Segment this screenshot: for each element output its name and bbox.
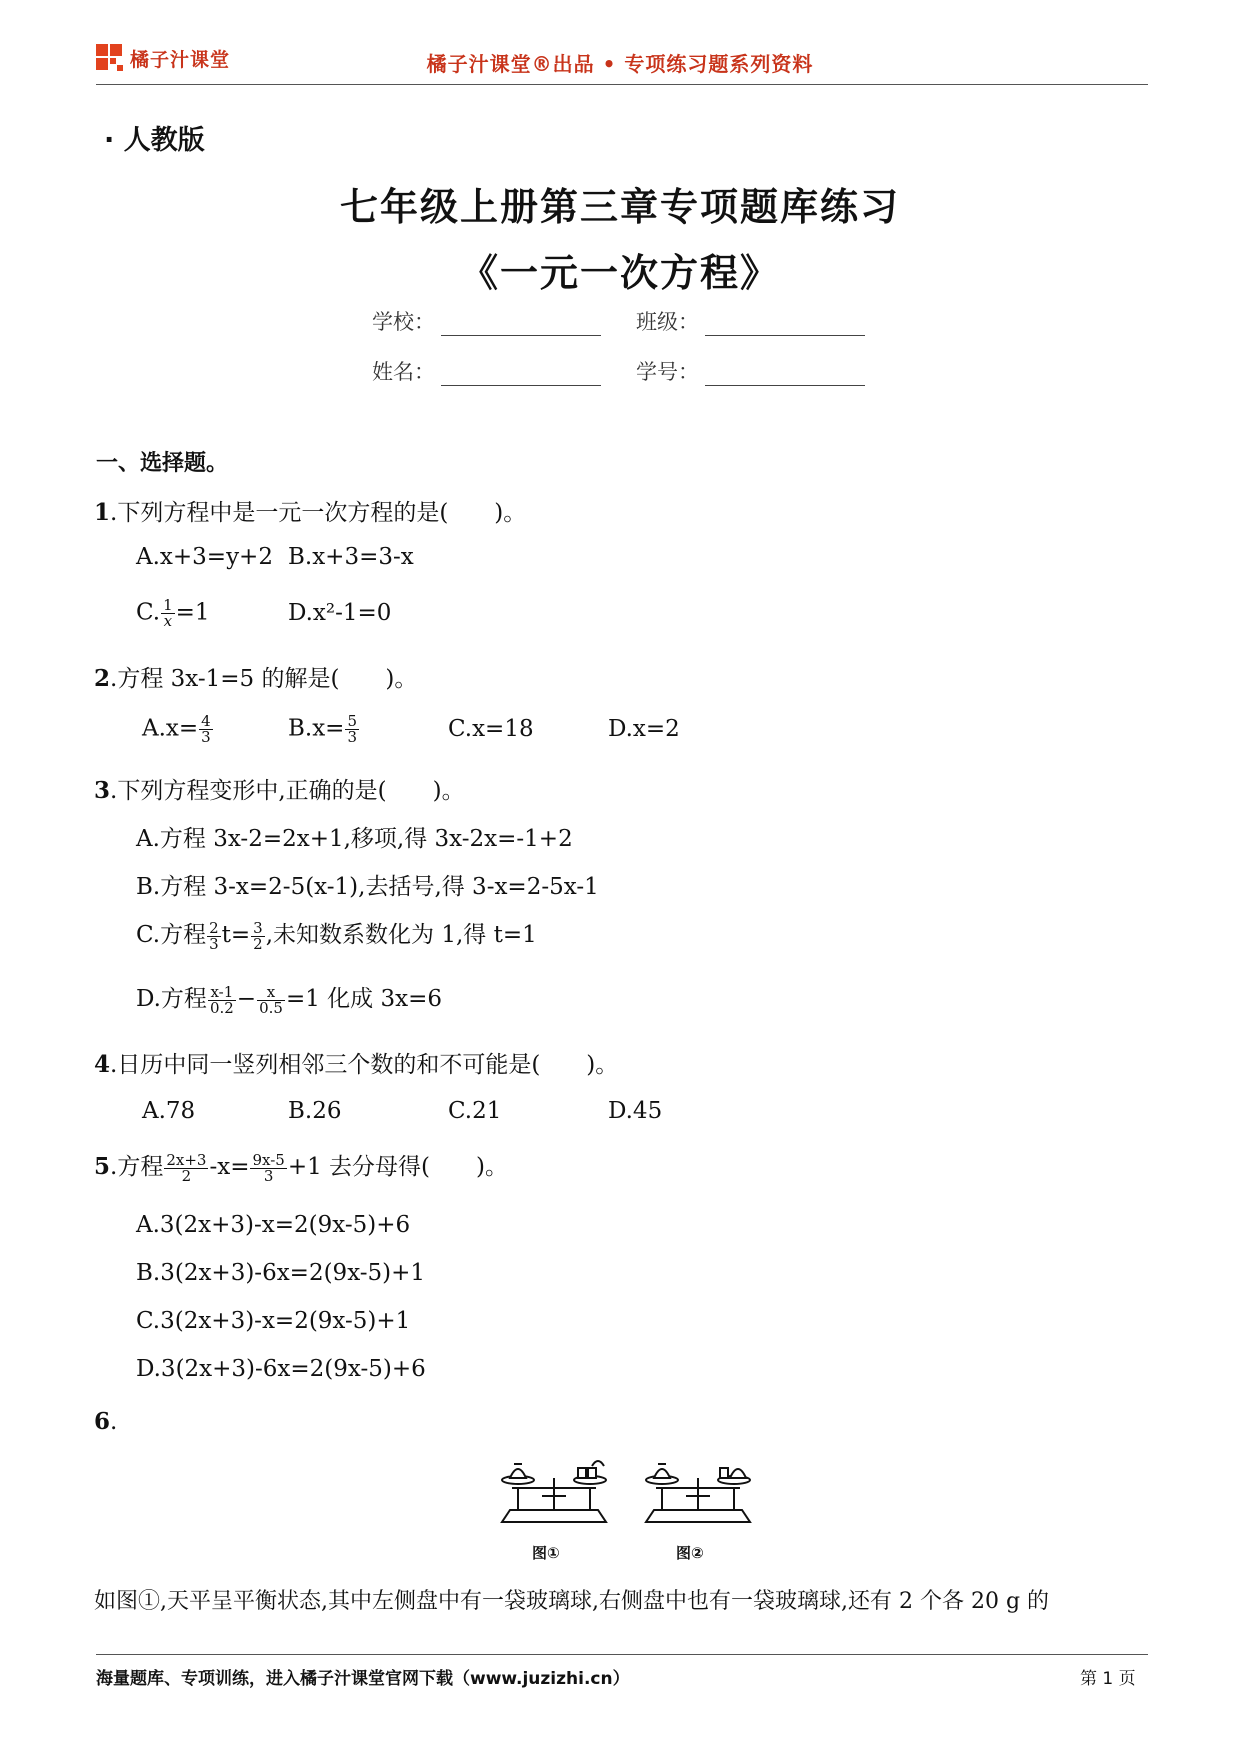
q1-option-c[interactable] [136, 598, 210, 629]
option-prefix: C.方程 [136, 922, 207, 948]
question-number: 6 [94, 1408, 111, 1435]
header-title: 橘子汁课堂®出品 • 专项练习题系列资料 [426, 52, 814, 76]
name-label: 姓名： [372, 360, 435, 384]
school-label: 学校： [372, 310, 435, 334]
question-4 [94, 1046, 618, 1079]
name-blank[interactable] [441, 365, 601, 386]
fraction [199, 714, 213, 745]
stem-mid: -x= [209, 1154, 250, 1180]
denominator: x [163, 612, 173, 630]
denominator: 2 [181, 1166, 192, 1185]
q4-option-d[interactable]: D.45 [608, 1098, 663, 1124]
logo [96, 44, 230, 72]
name-field[interactable] [372, 356, 601, 386]
header-divider [96, 84, 1148, 85]
q3-option-d[interactable] [136, 980, 442, 1016]
numerator: 2 [209, 918, 219, 937]
question-6 [94, 1408, 117, 1435]
q4-option-a[interactable]: A.78 [142, 1098, 196, 1124]
option-suffix: =1 化成 3x=6 [285, 986, 442, 1012]
q2-option-b[interactable] [288, 714, 360, 745]
logo-text: 橘子汁课堂 [130, 48, 231, 71]
q3-option-c[interactable] [136, 916, 537, 952]
denominator: 3 [347, 728, 358, 746]
question-stem: .下列方程中是一元一次方程的是( )。 [110, 500, 527, 526]
student-no-label: 学号： [636, 360, 699, 384]
class-field[interactable] [636, 306, 865, 336]
class-blank[interactable] [705, 315, 865, 336]
q1-option-d[interactable]: D.x²-1=0 [288, 600, 392, 626]
numerator: 5 [347, 712, 358, 730]
numerator: 1 [163, 596, 173, 614]
denominator: 0.2 [209, 998, 234, 1017]
question-stem: .下列方程变形中,正确的是( )。 [110, 778, 465, 804]
stem-suffix: +1 去分母得( )。 [287, 1154, 508, 1180]
question-5 [94, 1148, 508, 1184]
question-number: 3 [94, 777, 111, 804]
option-suffix: ,未知数系数化为 1,得 t=1 [265, 922, 537, 948]
page-number: 第 1 页 [1080, 1669, 1136, 1689]
q5-option-d[interactable]: D.3(2x+3)-6x=2(9x-5)+6 [136, 1356, 426, 1382]
edition-label: · 人教版 [104, 125, 205, 156]
stem-prefix: .方程 [110, 1154, 164, 1180]
option-suffix: =1 [175, 599, 210, 626]
denominator: 2 [253, 934, 263, 953]
figure-1-label: 图① [532, 1544, 560, 1562]
q2-option-d[interactable]: D.x=2 [608, 716, 680, 742]
fraction [250, 1150, 286, 1185]
option-prefix: A.x= [142, 715, 199, 742]
numerator: 4 [201, 712, 211, 730]
question-stem: .方程 3x-1=5 的解是( )。 [110, 666, 418, 692]
fraction [345, 714, 359, 745]
class-label: 班级： [636, 310, 699, 334]
question-6-text: 如图①,天平呈平衡状态,其中左侧盘中有一袋玻璃球,右侧盘中也有一袋玻璃球,还有 2 个各 20 g 的 [94, 1589, 1050, 1614]
q5-option-b[interactable]: B.3(2x+3)-6x=2(9x-5)+1 [136, 1260, 426, 1286]
question-number: 2 [94, 665, 111, 692]
student-no-blank[interactable] [705, 365, 865, 386]
fraction [208, 982, 236, 1017]
option-prefix: D.方程 [136, 986, 207, 1012]
numerator: x [257, 985, 285, 1001]
question-3 [94, 772, 465, 805]
fraction [251, 918, 265, 953]
option-prefix: C. [136, 599, 161, 626]
question-stem: . [110, 1409, 118, 1435]
page-title: 七年级上册第三章专项题库练习 [339, 185, 900, 229]
fraction [161, 598, 175, 629]
q5-option-a[interactable]: A.3(2x+3)-x=2(9x-5)+6 [136, 1212, 411, 1238]
numerator: x-1 [208, 985, 236, 1001]
numerator: 9x-5 [252, 1150, 285, 1169]
balance-scale-figure-1 [494, 1452, 614, 1536]
q2-option-c[interactable]: C.x=18 [448, 716, 534, 742]
denominator: 3 [201, 728, 211, 746]
school-field[interactable] [372, 306, 601, 336]
denominator: 3 [263, 1166, 274, 1185]
question-2 [94, 660, 417, 693]
fraction [257, 982, 285, 1017]
denominator: 0.5 [259, 998, 283, 1017]
numerator: 2x+3 [166, 1150, 207, 1169]
q2-option-a[interactable] [142, 714, 214, 745]
q5-option-c[interactable]: C.3(2x+3)-x=2(9x-5)+1 [136, 1308, 411, 1334]
figure-2-label: 图② [676, 1544, 704, 1562]
fraction [207, 918, 221, 953]
q4-option-c[interactable]: C.21 [448, 1098, 502, 1124]
footer-divider [96, 1654, 1148, 1655]
fraction [164, 1150, 208, 1185]
q1-option-a[interactable]: A.x+3=y+2 [136, 544, 273, 570]
balance-scale-figure-2 [638, 1452, 758, 1536]
footer-link-text[interactable]: 海量题库、专项训练，进入橘子汁课堂官网下载（www.juzizhi.cn） [96, 1669, 630, 1689]
question-number: 4 [94, 1051, 111, 1078]
section-heading: 一、选择题。 [96, 451, 229, 476]
question-stem: .日历中同一竖列相邻三个数的和不可能是( )。 [110, 1052, 619, 1078]
school-blank[interactable] [441, 315, 601, 336]
minus-sign: − [236, 986, 257, 1012]
option-prefix: B.x= [288, 715, 345, 742]
option-mid: t= [221, 922, 251, 948]
question-number: 1 [94, 499, 111, 526]
q3-option-b[interactable]: B.方程 3-x=2-5(x-1),去括号,得 3-x=2-5x-1 [136, 874, 599, 900]
q4-option-b[interactable]: B.26 [288, 1098, 342, 1124]
question-number: 5 [94, 1153, 111, 1180]
logo-blocks-icon [96, 44, 124, 72]
question-1 [94, 494, 526, 527]
q3-option-a[interactable]: A.方程 3x-2=2x+1,移项,得 3x-2x=-1+2 [136, 826, 573, 852]
student-no-field[interactable] [636, 356, 865, 386]
numerator: 3 [253, 918, 263, 937]
denominator: 3 [209, 934, 219, 953]
q1-option-b[interactable]: B.x+3=3-x [288, 544, 414, 570]
page-subtitle: 《一元一次方程》 [459, 251, 780, 295]
